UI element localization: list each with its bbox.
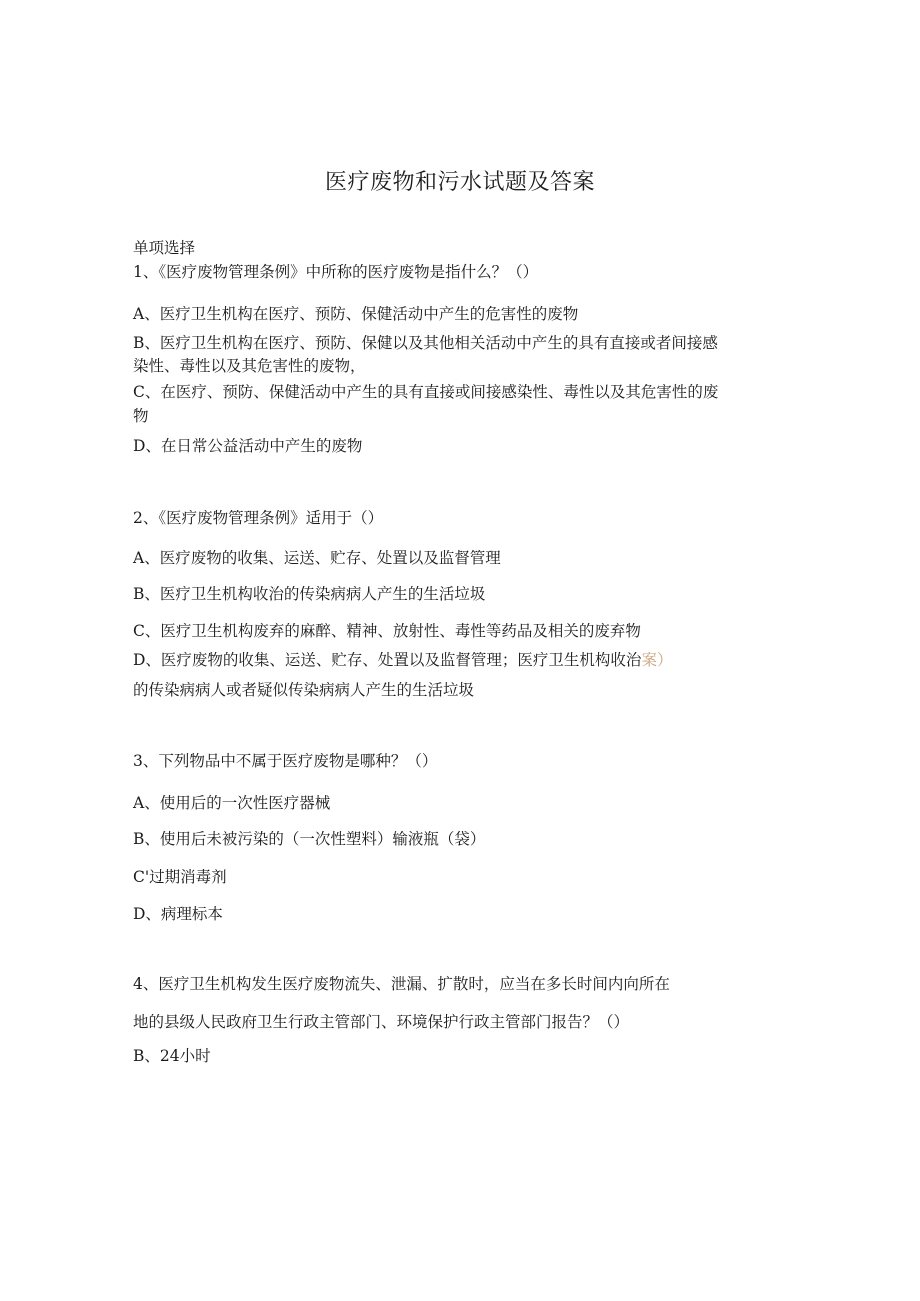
- question-2-option-a: A、医疗废物的收集、运送、贮存、处置以及监督管理: [133, 549, 501, 567]
- question-2-option-c: C、医疗卫生机构废弃的麻醉、精神、放射性、毒性等药品及相关的废弃物: [133, 622, 641, 640]
- question-3-option-c: C'过期消毒剂: [133, 868, 227, 886]
- question-1-option-b-line-2: 染性、毒性以及其危害性的废物，: [133, 357, 366, 375]
- question-3-option-a: A、使用后的一次性医疗器械: [133, 794, 331, 812]
- question-3-stem: 3、下列物品中不属于医疗废物是哪种？（）: [133, 752, 438, 770]
- question-1-option-c-line-1: C、在医疗、预防、保健活动中产生的具有直接或间接感染性、毒性以及其危害性的废: [133, 383, 719, 401]
- question-3-option-b: B、使用后未被污染的（一次性塑料）输液瓶（袋）: [133, 830, 486, 848]
- question-2-option-b: B、医疗卫生机构收治的传染病病人产生的生活垃圾: [133, 585, 486, 603]
- question-1-option-d: D、在日常公益活动中产生的废物: [133, 437, 363, 455]
- question-2-option-d-line-2: 的传染病病人或者疑似传染病病人产生的生活垃圾: [133, 681, 475, 699]
- question-2-stem: 2、《医疗废物管理条例》适用于（）: [133, 509, 384, 527]
- question-1-option-c-line-2: 物: [133, 407, 149, 425]
- question-2-option-d-line-1: [133, 649, 783, 671]
- question-2-option-d-text: D、医疗废物的收集、运送、贮存、处置以及监督管理；医疗卫生机构收治: [133, 651, 642, 669]
- question-3-option-d: D、病理标本: [133, 905, 223, 923]
- question-1-option-a: A、医疗卫生机构在医疗、预防、保健活动中产生的危害性的废物: [133, 305, 579, 323]
- question-1-option-b-line-1: B、医疗卫生机构在医疗、预防、保健以及其他相关活动中产生的具有直接或者间接感: [133, 334, 718, 352]
- document-title: 医疗废物和污水试题及答案: [324, 170, 595, 195]
- question-4-stem-line-1: 4、医疗卫生机构发生医疗废物流失、泄漏、扩散时，应当在多长时间内向所在: [133, 975, 670, 993]
- question-2-option-d-mark: 案）: [641, 651, 673, 669]
- question-4-answer: B、24小时: [133, 1047, 211, 1065]
- question-4-stem-line-2: 地的县级人民政府卫生行政主管部门、环境保护行政主管部门报告？（）: [133, 1013, 630, 1031]
- question-1-stem: 1、《医疗废物管理条例》中所称的医疗废物是指什么？（）: [133, 263, 539, 281]
- section-heading: 单项选择: [133, 239, 196, 257]
